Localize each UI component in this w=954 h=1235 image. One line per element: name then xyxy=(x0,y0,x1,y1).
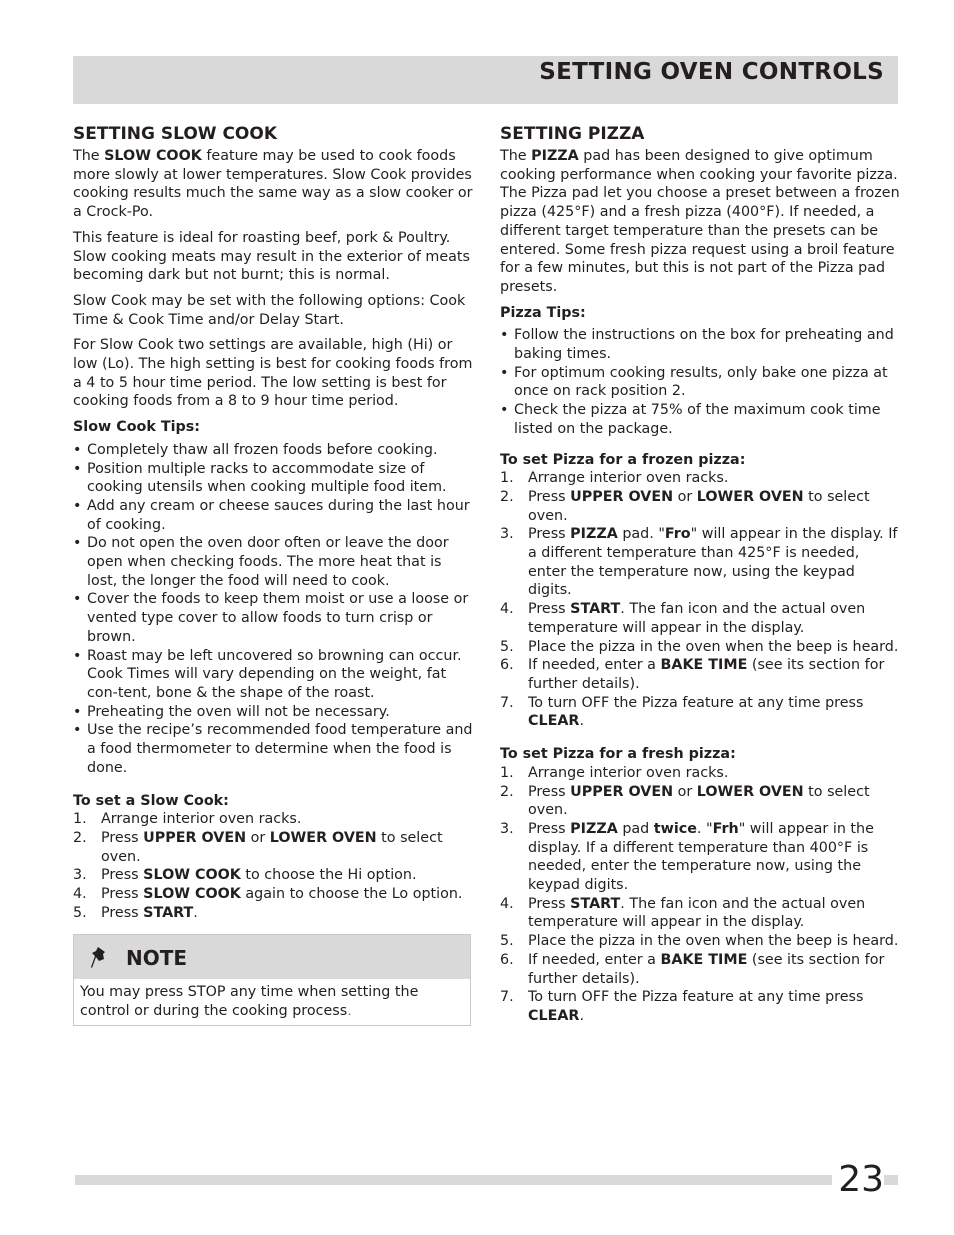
list-item: • Roast may be left uncovered so browning can occur. Cook Times will vary depending on the weight, fat con-tent, bone & the shape of the roast. xyxy=(73,647,473,703)
list-item: 4. Press START. The fan icon and the actual oven temperature will appear in the display. xyxy=(500,601,866,636)
paragraph: Slow Cook may be set with the following options: Cook Time & Cook Time and/or Delay Start. xyxy=(73,292,466,328)
note-header xyxy=(74,935,470,979)
list-item: 2. Press UPPER OVEN or LOWER OVEN to select oven. xyxy=(73,829,443,865)
pushpin-icon xyxy=(90,946,110,970)
list-item: 7. To turn OFF the Pizza feature at any time press CLEAR. xyxy=(500,694,864,730)
steps-list xyxy=(73,810,473,922)
steps-title: To set Pizza for a frozen pizza: xyxy=(500,451,746,468)
list-item: 6. If needed, enter a BAKE TIME (see its section for further details). xyxy=(500,657,885,692)
steps-list xyxy=(500,469,900,731)
paragraph: The PIZZA pad has been designed to give optimum cooking performance when cooking your favorite pizza. The Pizza pad let you choose a preset between a frozen pizza (425°F) and a fresh pizza (400°F). If needed, a different target temperature than the presets can be entered. Some fresh pizza request using a broil feature for a few minutes, but this is not part of the Pizza pad presets. xyxy=(500,148,900,295)
list-item: 6. If needed, enter a BAKE TIME (see its section for further details). xyxy=(500,951,885,987)
list-item: 3. Press SLOW COOK to choose the Hi option. xyxy=(73,867,417,884)
steps-title: To set Pizza for a fresh pizza: xyxy=(500,746,736,763)
page-number: 23 xyxy=(832,1158,884,1202)
list-item: 3. Press PIZZA pad. "Fro" will appear in the display. If a different temperature than 425°F is needed, enter the temperature now, using the keypad digits. xyxy=(500,526,898,599)
slow-cook-section xyxy=(73,123,473,1026)
note-text: You may press STOP any time when setting the control or during the cooking process. xyxy=(80,984,419,1020)
list-item: • Cover the foods to keep them moist or use a loose or vented type cover to allow foods to turn crisp or brown. xyxy=(73,590,473,646)
list-item: 5. Place the pizza in the oven when the beep is heard. xyxy=(500,933,899,950)
paragraph: For Slow Cook two settings are available, high (Hi) or low (Lo). The high setting is best for cooking foods from a 4 to 5 hour time period. The low setting is best for cooking foods from a 8 to 9 hour time period. xyxy=(73,337,473,410)
tips-list xyxy=(500,326,900,438)
list-item: 1. Arrange interior oven racks. xyxy=(73,811,302,828)
paragraph: The SLOW COOK feature may be used to cook foods more slowly at lower temperatures. Slow Cook provides cooking results much the same way as a slow cooker or a Crock-Po. xyxy=(73,148,473,221)
list-item: 5. Press START. xyxy=(73,904,198,921)
list-item: 2. Press UPPER OVEN or LOWER OVEN to select oven. xyxy=(500,488,870,524)
list-item: 5. Place the pizza in the oven when the beep is heard. xyxy=(500,638,899,655)
section-heading: SETTING PIZZA xyxy=(500,124,645,144)
list-item: • Position multiple racks to accommodate size of cooking utensils when cooking multiple food item. xyxy=(73,460,473,497)
list-item: 7. To turn OFF the Pizza feature at any time press CLEAR. xyxy=(500,989,864,1024)
steps-list xyxy=(500,764,900,1026)
list-item: 4. Press SLOW COOK again to choose the Lo option. xyxy=(73,886,463,903)
list-item: • Preheating the oven will not be necessary. xyxy=(73,703,473,722)
paragraph: This feature is ideal for roasting beef, pork & Poultry. Slow cooking meats may result in the exterior of meats becoming dark but not burnt; this is normal. xyxy=(73,229,470,284)
list-item: 1. Arrange interior oven racks. xyxy=(500,470,729,487)
list-item: 3. Press PIZZA pad twice. "Frh" will appear in the display. If a different temperature than 400°F is needed, enter the temperature now, using the keypad digits. xyxy=(500,820,874,894)
list-item: • Completely thaw all frozen foods before cooking. xyxy=(73,441,473,460)
list-item: • Do not open the oven door often or leave the door open when checking foods. The more heat that is lost, the longer the food will need to cook. xyxy=(73,534,473,590)
list-item: • Use the recipe’s recommended food temperature and a food thermometer to determine when the food is done. xyxy=(73,721,473,777)
list-item: • Check the pizza at 75% of the maximum cook time listed on the package. xyxy=(500,401,900,438)
list-item: • Follow the instructions on the box for preheating and baking times. xyxy=(500,326,900,363)
note-box xyxy=(73,934,471,1025)
note-label: NOTE xyxy=(126,946,188,971)
list-item: • Add any cream or cheese sauces during the last hour of cooking. xyxy=(73,497,473,534)
list-item: • For optimum cooking results, only bake one pizza at once on rack position 2. xyxy=(500,364,900,401)
header-band xyxy=(73,56,898,104)
page-title: SETTING OVEN CONTROLS xyxy=(539,59,884,85)
list-item: 2. Press UPPER OVEN or LOWER OVEN to select oven. xyxy=(500,783,870,819)
list-item: 1. Arrange interior oven racks. xyxy=(500,764,729,781)
footer-band xyxy=(75,1175,898,1185)
tips-title: Pizza Tips: xyxy=(500,304,586,321)
steps-title: To set a Slow Cook: xyxy=(73,792,229,809)
pizza-section xyxy=(500,123,900,1026)
section-heading: SETTING SLOW COOK xyxy=(73,124,278,144)
tips-title: Slow Cook Tips: xyxy=(73,419,200,436)
list-item: 4. Press START. The fan icon and the actual oven temperature will appear in the display. xyxy=(500,895,866,931)
tips-list xyxy=(73,441,473,778)
